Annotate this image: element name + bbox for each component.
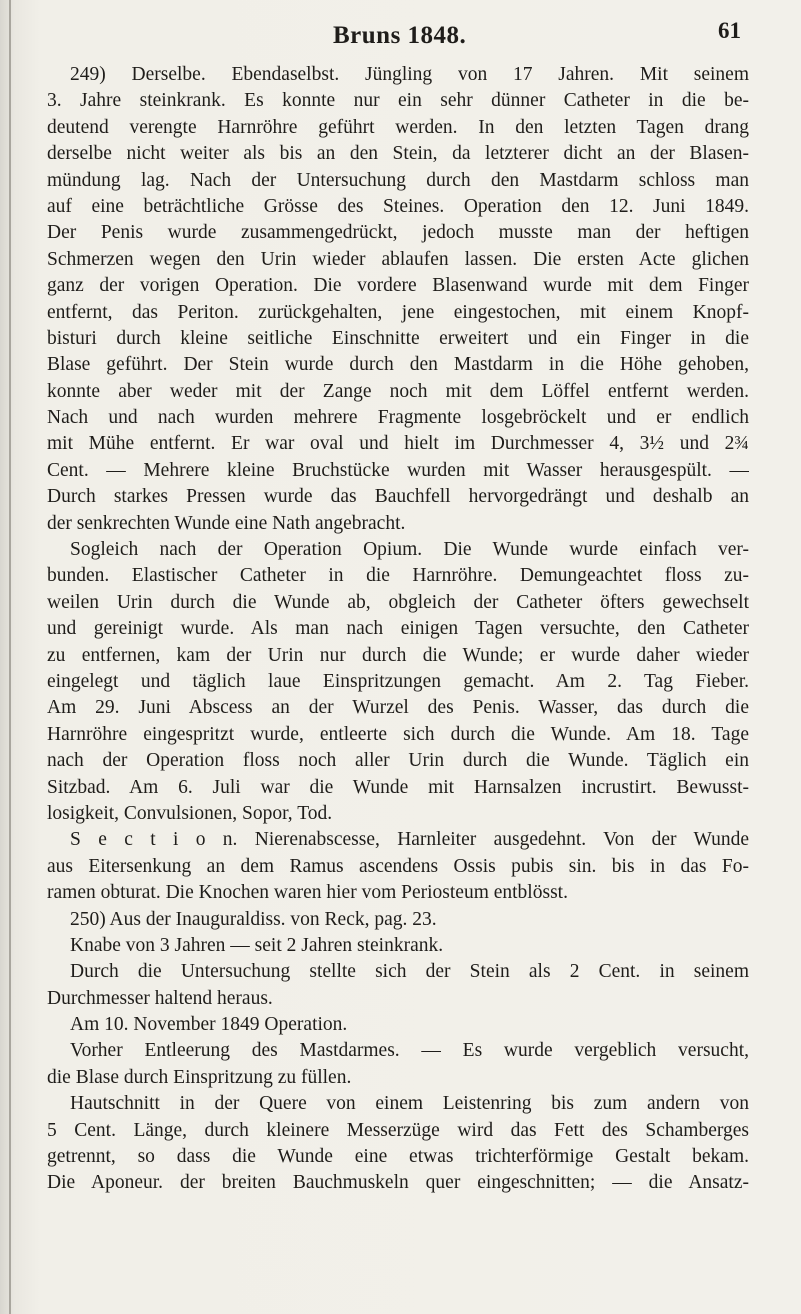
text-line: mündung lag. Nach der Untersuchung durch den Mastdarm schloss man — [47, 169, 749, 191]
text-line: 249) Derselbe. Ebendaselbst. Jüngling von 17 Jahren. Mit seinem — [70, 64, 749, 85]
text-line: 3. Jahre steinkrank. Es konnte nur ein sehr dünner Catheter in die be- — [47, 90, 749, 112]
text-line: nach der Operation floss noch aller Urin durch die Wunde. Täglich ein — [47, 750, 749, 772]
text-line: 5 Cent. Länge, durch kleinere Messerzüge wird das Fett des Schamberges — [47, 1119, 749, 1141]
text-line: Am 10. November 1849 Operation. — [70, 1014, 348, 1036]
text-line: bisturi durch kleine seitliche Einschnitte erweitert und ein Finger in die — [47, 327, 749, 349]
text-line: 250) Aus der Inauguraldiss. von Reck, pag. 23. — [70, 908, 437, 930]
text-line: Am 29. Juni Abscess an der Wurzel des Penis. Wasser, das durch die — [47, 697, 749, 719]
text-line: Sogleich nach der Operation Opium. Die Wunde wurde einfach ver- — [70, 539, 749, 561]
text-line: getrennt, so dass die Wunde eine etwas trichterförmige Gestalt bekam. — [47, 1146, 749, 1168]
text-line: Harnröhre eingespritzt wurde, entleerte sich durch die Wunde. Am 18. Tage — [47, 723, 749, 745]
text-line: Blase geführt. Der Stein wurde durch den Mastdarm in die Höhe gehoben, — [47, 354, 749, 376]
text-line: bunden. Elastischer Catheter in die Harnröhre. Demungeachtet floss zu- — [47, 565, 749, 587]
body-text — [47, 62, 749, 1197]
text-line: Die Aponeur. der breiten Bauchmuskeln quer eingeschnitten; — die Ansatz- — [47, 1172, 749, 1194]
text-line: zu entfernen, kam der Urin nur durch die Wunde; er wurde daher wieder — [47, 644, 749, 666]
text-line: auf eine beträchtliche Grösse des Steines. Operation den 12. Juni 1849. — [47, 195, 749, 217]
text-line: deutend verengte Harnröhre geführt werden. In den letzten Tagen drang — [47, 116, 749, 138]
text-line: ramen obturat. Die Knochen waren hier vom Periosteum entblösst. — [47, 882, 568, 904]
text-line: die Blase durch Einspritzung zu füllen. — [47, 1066, 352, 1088]
text-line: der senkrechten Wunde eine Nath angebracht. — [47, 512, 406, 534]
page-header — [0, 18, 801, 58]
text-line: Vorher Entleerung des Mastdarmes. — Es wurde vergeblich versucht, — [70, 1040, 749, 1062]
text-line: losigkeit, Convulsionen, Sopor, Tod. — [47, 802, 333, 824]
text-line: entfernt, das Periton. zurückgehalten, jene eingestochen, mit einem Knopf- — [47, 301, 749, 323]
text-line: mit Mühe entfernt. Er war oval und hielt im Durchmesser 4, 3½ und 2¾ — [47, 433, 749, 455]
text-line: Nach und nach wurden mehrere Fragmente losgebröckelt und er endlich — [47, 407, 749, 429]
text-line: und gereinigt wurde. Als man nach einigen Tagen versuchte, den Catheter — [47, 618, 749, 640]
running-head: Bruns 1848. — [333, 22, 467, 49]
text-line: Durchmesser haltend heraus. — [47, 987, 273, 1009]
text-line: Sitzbad. Am 6. Juli war die Wunde mit Harnsalzen incrustirt. Bewusst- — [47, 776, 749, 798]
text-line: ganz der vorigen Operation. Die vordere Blasenwand wurde mit dem Finger — [47, 275, 749, 297]
binding-gutter — [9, 0, 11, 1314]
text-line: Hautschnitt in der Quere von einem Leistenring bis zum andern von — [70, 1093, 749, 1115]
text-line: eingelegt und täglich laue Einspritzungen gemacht. Am 2. Tag Fieber. — [47, 670, 749, 692]
text-line: Cent. — Mehrere kleine Bruchstücke wurden mit Wasser herausgespült. — — [47, 459, 749, 481]
text-line: Durch die Untersuchung stellte sich der Stein als 2 Cent. in seinem — [70, 961, 749, 983]
text-line: aus Eitersenkung an dem Ramus ascendens Ossis pubis sin. bis in das Fo- — [47, 855, 749, 877]
text-line: konnte aber weder mit der Zange noch mit dem Löffel entfernt werden. — [47, 380, 749, 402]
text-line: Knabe von 3 Jahren — seit 2 Jahren steinkrank. — [70, 934, 444, 956]
text-line: Durch starkes Pressen wurde das Bauchfell hervorgedrängt und deshalb an — [47, 486, 749, 508]
page-number: 61 — [718, 18, 741, 43]
text-line: weilen Urin durch die Wunde ab, obgleich der Catheter öfters gewechselt — [47, 591, 749, 613]
text-line: derselbe nicht weiter als bis an den Stein, da letzterer dicht an der Blasen- — [47, 143, 749, 165]
text-line: S e c t i o n. Nierenabscesse, Harnleiter ausgedehnt. Von der Wunde — [70, 829, 749, 851]
text-line: Schmerzen wegen den Urin wieder ablaufen lassen. Die ersten Acte glichen — [47, 248, 749, 270]
text-line: Der Penis wurde zusammengedrückt, jedoch musste man der heftigen — [47, 222, 749, 244]
